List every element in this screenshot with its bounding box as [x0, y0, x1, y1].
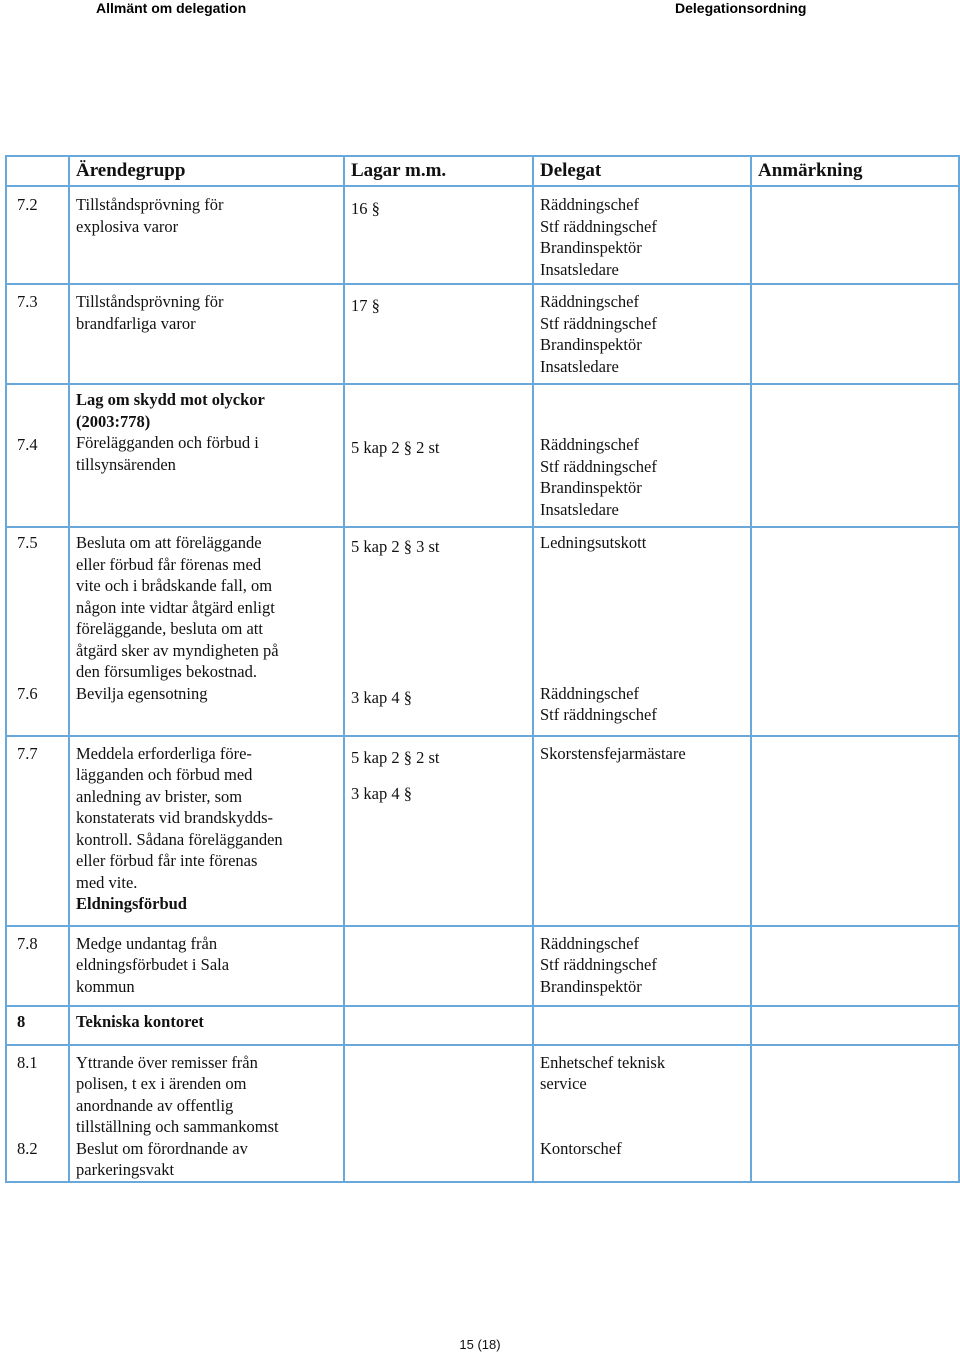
row-delegate — [533, 1006, 751, 1045]
section-number: 8 — [6, 1006, 69, 1045]
row-delegate: Räddningschef Stf räddningschef — [533, 683, 751, 736]
row-delegate: Enhetschef teknisk service — [533, 1045, 751, 1138]
row-note — [751, 1006, 959, 1045]
table-row — [6, 527, 959, 683]
row-note — [751, 683, 959, 736]
row-law-secondary: 3 kap 4 § — [351, 784, 412, 803]
header-num-cell — [6, 156, 69, 186]
row-note — [751, 186, 959, 284]
row-law — [344, 1045, 533, 1138]
row-description-text: Meddela erforderliga före- lägganden och förbud med anledning av brister, som konstaterats vid brandskydds- kontroll. Sådana förelägganden eller förbud får inte förenas med vite. — [76, 743, 283, 892]
row-description: Besluta om att föreläggande eller förbud får förenas med vite och i brådskande fall, om någon inte vidtar åtgärd enligt föreläggande, besluta om att åtgärd sker av myndigheten på den försumliges bekostnad. — [69, 527, 344, 683]
row-law — [344, 1138, 533, 1182]
row-description-text: Förelägganden och förbud i tillsynsärenden — [76, 433, 259, 474]
row-delegate: Räddningschef Stf räddningschef Brandinspektör Insatsledare — [533, 284, 751, 384]
row-delegate: Räddningschef Stf räddningschef Brandinspektör — [533, 926, 751, 1006]
header-right-title: Delegationsordning — [675, 0, 807, 16]
row-law: 3 kap 4 § — [344, 683, 533, 736]
section-heading-eldningsforbud: Eldningsförbud — [76, 894, 187, 913]
row-law — [344, 926, 533, 1006]
table-header-row — [6, 156, 959, 186]
header-left-title: Allmänt om delegation — [96, 0, 247, 16]
table-row — [6, 736, 959, 926]
row-law: 17 § — [344, 284, 533, 384]
table-row — [6, 186, 959, 284]
table-row — [6, 926, 959, 1006]
delegation-table — [5, 155, 960, 1183]
row-law-primary: 5 kap 2 § 2 st — [351, 747, 440, 767]
table-row — [6, 384, 959, 527]
row-note — [751, 1138, 959, 1182]
row-note — [751, 527, 959, 683]
row-delegate: Räddningschef Stf räddningschef Brandinspektör Insatsledare — [533, 384, 751, 527]
row-number: 8.1 — [6, 1045, 69, 1138]
column-header-group: Ärendegrupp — [69, 156, 344, 186]
section-heading-lso: Lag om skydd mot olyckor (2003:778) — [76, 390, 265, 431]
column-header-law: Lagar m.m. — [344, 156, 533, 186]
table-row — [6, 1138, 959, 1182]
row-delegate: Kontorschef — [533, 1138, 751, 1182]
row-description — [69, 384, 344, 527]
row-note — [751, 926, 959, 1006]
row-law — [344, 736, 533, 926]
row-description: Yttrande över remisser från polisen, t ex i ärenden om anordnande av offentlig tillställning och sammankomst — [69, 1045, 344, 1138]
row-number: 7.2 — [6, 186, 69, 284]
row-number: 7.8 — [6, 926, 69, 1006]
row-note — [751, 1045, 959, 1138]
row-description: Tillståndsprövning för explosiva varor — [69, 186, 344, 284]
table-row — [6, 1045, 959, 1138]
row-delegate: Skorstensfejarmästare — [533, 736, 751, 926]
row-number: 8.2 — [6, 1138, 69, 1182]
row-number: 7.6 — [6, 683, 69, 736]
table-row — [6, 683, 959, 736]
page-number: 15 (18) — [459, 1337, 501, 1352]
row-description: Medge undantag från eldningsförbudet i Sala kommun — [69, 926, 344, 1006]
row-law: 5 kap 2 § 3 st — [344, 527, 533, 683]
table-row — [6, 284, 959, 384]
row-number: 7.5 — [6, 527, 69, 683]
row-law: 16 § — [344, 186, 533, 284]
row-delegate: Ledningsutskott — [533, 527, 751, 683]
row-note — [751, 736, 959, 926]
row-number: 7.7 — [6, 736, 69, 926]
row-law — [344, 1006, 533, 1045]
section-title: Tekniska kontoret — [69, 1006, 344, 1045]
column-header-note: Anmärkning — [751, 156, 959, 186]
row-number: 7.3 — [6, 284, 69, 384]
row-description: Beslut om förordnande av parkeringsvakt — [69, 1138, 344, 1182]
row-description: Bevilja egensotning — [69, 683, 344, 736]
table-section-row — [6, 1006, 959, 1045]
row-number: 7.4 — [6, 384, 69, 527]
row-description — [69, 736, 344, 926]
row-law: 5 kap 2 § 2 st — [344, 384, 533, 527]
column-header-delegate: Delegat — [533, 156, 751, 186]
row-note — [751, 284, 959, 384]
row-note — [751, 384, 959, 527]
row-description: Tillståndsprövning för brandfarliga varor — [69, 284, 344, 384]
row-delegate: Räddningschef Stf räddningschef Brandinspektör Insatsledare — [533, 186, 751, 284]
